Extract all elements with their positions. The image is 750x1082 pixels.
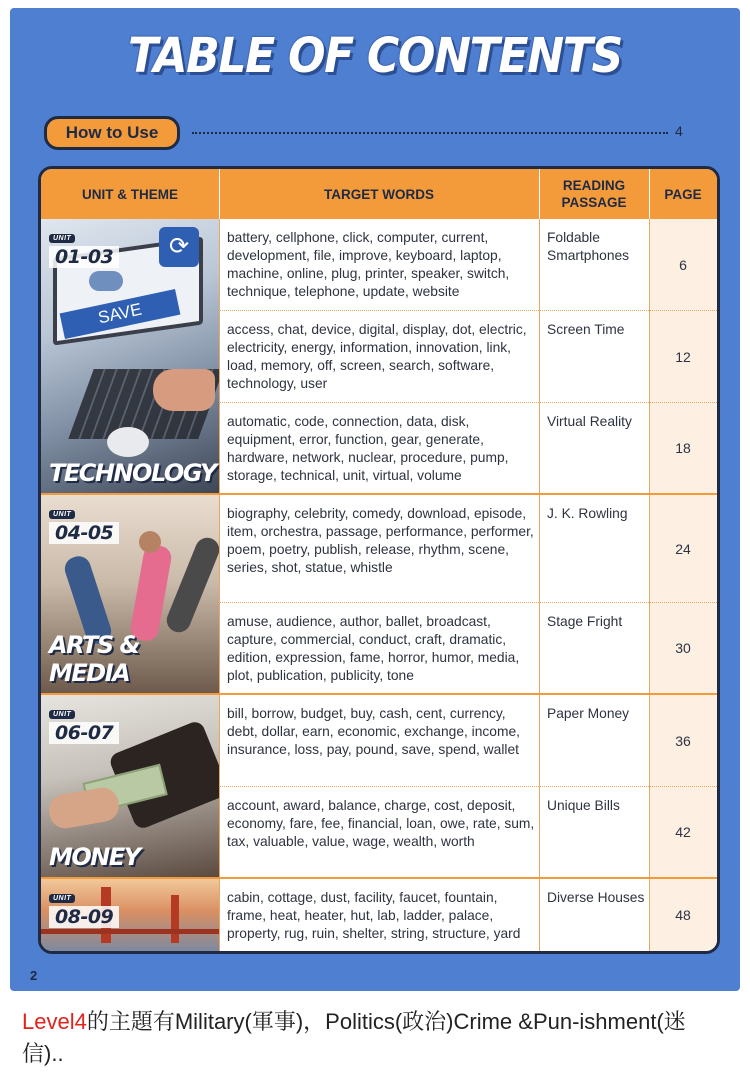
page-title: TABLE OF CONTENTS (128, 28, 622, 84)
target-words: account, award, balance, charge, cost, deposit, economy, fare, fee, financial, loan, owe, rate, sum, tax, valuable, value, wage, wealth, worth (227, 798, 535, 849)
save-banner-graphic: SAVE (60, 289, 181, 339)
caption-text (22, 1006, 722, 1070)
unit-tag-04-05 (49, 503, 119, 544)
table-row (219, 695, 717, 787)
table-row (219, 495, 717, 603)
page-number: 36 (675, 732, 691, 749)
how-to-use-badge: How to Use (44, 116, 180, 150)
target-words: cabin, cottage, dust, facility, faucet, fountain, frame, heat, heater, hut, lab, ladder, palace, property, rug, ruin, shelter, string, structure, yard (227, 890, 521, 941)
page-number: 42 (675, 824, 691, 840)
unit-range: 06-07 (49, 722, 119, 744)
theme-name-arts-media: ARTS & MEDIA (49, 631, 139, 687)
reading-passage: Virtual Reality (547, 414, 632, 429)
page-number: 18 (675, 440, 691, 456)
unit-tag-06-07 (49, 703, 119, 744)
bridge-tower-graphic (171, 895, 179, 943)
mouse-graphic (107, 427, 149, 457)
reading-passage: J. K. Rowling (547, 506, 628, 521)
target-words: access, chat, device, digital, display, dot, electric, electricity, energy, information, innovation, link, load, memory, off, screen, search, software, technology, user (227, 322, 527, 391)
cloud-icon (89, 271, 123, 291)
reading-passage: Unique Bills (547, 798, 620, 813)
book-page (10, 8, 740, 991)
sync-icon: ⟳ (159, 227, 199, 267)
unit-tag-08-09 (49, 887, 119, 928)
header-reading-passage (539, 169, 649, 219)
page-number: 48 (675, 907, 691, 923)
header-unit-theme: UNIT & THEME (82, 186, 178, 202)
reading-passage: Foldable Smartphones (547, 230, 630, 263)
page-number: 6 (679, 256, 687, 273)
bridge-deck-graphic (41, 929, 219, 934)
theme-image-technology (41, 219, 219, 495)
dancer-graphic (129, 543, 173, 642)
page-number: 12 (675, 348, 691, 365)
table-row (219, 787, 717, 879)
dancer-head (139, 531, 161, 553)
header-page: PAGE (664, 186, 702, 202)
unit-label: UNIT (49, 510, 75, 519)
reading-passage: Stage Fright (547, 614, 623, 629)
page-number: 24 (675, 540, 691, 557)
reading-passage: Paper Money (547, 706, 630, 721)
theme-image-arts-media (41, 495, 219, 695)
table-row (219, 219, 717, 311)
how-to-use-page-number: 4 (675, 123, 683, 139)
unit-range: 08-09 (49, 906, 119, 928)
contents-table (38, 166, 720, 954)
theme-image-houses (41, 879, 219, 951)
caption-body: 的主題有Military(軍事)，Politics(政治)Crime &Pun-ishment(迷信).. (22, 1009, 686, 1066)
table-row (219, 603, 717, 695)
header-target-words: TARGET WORDS (324, 186, 434, 202)
page-folio: 2 (30, 968, 38, 983)
target-words: biography, celebrity, comedy, download, episode, item, orchestra, passage, performance, performer, poem, poetry, publish, release, rhythm, scene, series, shot, statue, whistle (227, 506, 534, 575)
target-words: automatic, code, connection, data, disk, equipment, error, function, gear, generate, hardware, network, nuclear, procedure, pump, storage, technical, unit, virtual, volume (227, 414, 509, 483)
reading-passage: Screen Time (547, 322, 625, 337)
unit-label: UNIT (49, 710, 75, 719)
unit-tag-01-03 (49, 227, 119, 268)
unit-label: UNIT (49, 894, 75, 903)
table-header (41, 169, 717, 219)
theme-name-money: MONEY (49, 843, 140, 871)
hand-graphic (47, 785, 122, 831)
target-words: amuse, audience, author, ballet, broadcast, capture, commercial, conduct, craft, dramatic, edition, expression, fame, horror, humor, media, plot, publication, publicity, tone (227, 614, 520, 683)
theme-name-technology: TECHNOLOGY (49, 459, 216, 487)
leader-dots (192, 132, 668, 134)
dancer-graphic (163, 534, 219, 636)
theme-image-money (41, 695, 219, 879)
table-row (219, 879, 717, 951)
target-words: bill, borrow, budget, buy, cash, cent, currency, debt, dollar, earn, economic, exchange, income, insurance, loss, pay, pound, save, spend, wallet (227, 706, 520, 757)
unit-range: 01-03 (49, 246, 119, 268)
unit-range: 04-05 (49, 522, 119, 544)
table-row (219, 403, 717, 495)
caption-highlight: Level4 (22, 1009, 87, 1034)
target-words: battery, cellphone, click, computer, current, development, file, improve, keyboard, laptop, machine, online, plug, printer, speaker, switch, technique, telephone, update, website (227, 230, 510, 299)
header-reading-line1: READING (562, 178, 626, 193)
table-row (219, 311, 717, 403)
hand-graphic (153, 369, 215, 411)
header-reading-line2: PASSAGE (561, 195, 627, 210)
unit-label: UNIT (49, 234, 75, 243)
page-number: 30 (675, 640, 691, 656)
reading-passage: Diverse Houses (547, 890, 645, 905)
